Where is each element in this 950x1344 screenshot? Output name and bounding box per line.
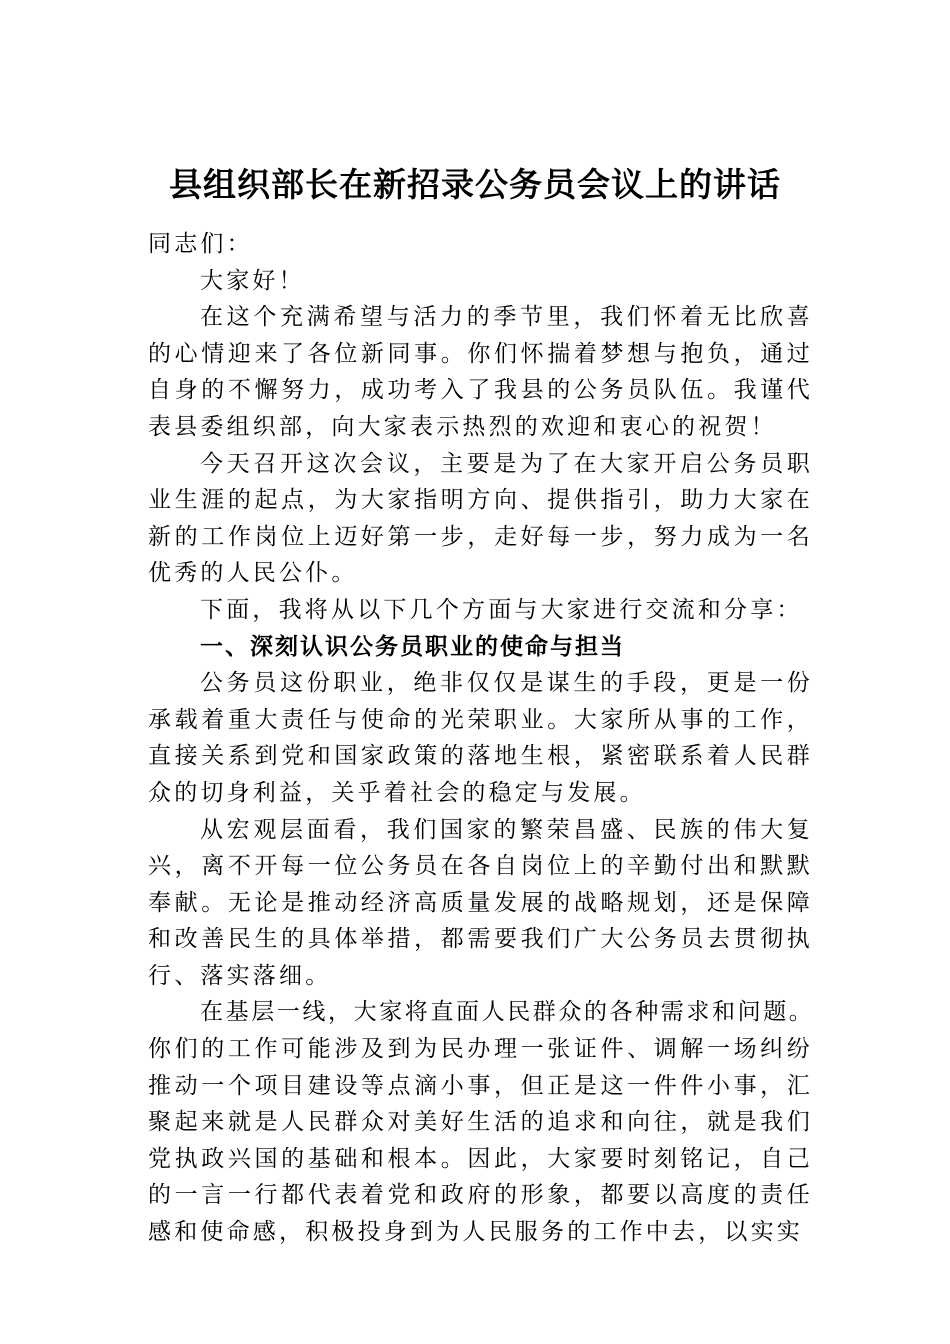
paragraph-welcome: 在这个充满希望与活力的季节里，我们怀着无比欣喜的心情迎来了各位新同事。你们怀揣着梦想与抱负，通过自身的不懈努力，成功考入了我县的公务员队伍。我谨代表县委组织部，向大家表示热烈的欢迎和衷心的祝贺！ — [148, 304, 813, 440]
paragraph-outline: 下面，我将从以下几个方面与大家进行交流和分享： — [200, 596, 803, 623]
paragraph-mission: 公务员这份职业，绝非仅仅是谋生的手段，更是一份承载着重大责任与使命的光荣职业。大家所从事的工作，直接关系到党和国家政策的落地生根，紧密联系着人民群众的切身利益，关乎着社会的稳定与发展。 — [148, 670, 813, 806]
document-title: 县组织部长在新招录公务员会议上的讲话 — [169, 165, 781, 204]
paragraph-grassroots-first-line: 在基层一线，大家将直面人民群众的各种需求和问题。 — [200, 999, 815, 1026]
section-heading-1: 一、深刻认识公务员职业的使命与担当 — [200, 633, 625, 660]
document-body — [148, 226, 813, 1251]
paragraph-greeting: 大家好！ — [200, 267, 305, 294]
paragraph-grassroots-rest: 你们的工作可能涉及到为民办理一张证件、调解一场纠纷推动一个项目建设等点滴小事，但正是这一件件小事，汇聚起来就是人民群众对美好生活的追求和向往，就是我们党执政兴国的基础和根本。因此，大家要时刻铭记，自己的一言一行都代表着党和政府的形象，都要以高度的责任感和使命感，积极投身到为人民服务的工作中去，以实实 — [148, 1036, 813, 1246]
salutation: 同志们： — [148, 231, 253, 257]
paragraph-macro-view: 从宏观层面看，我们国家的繁荣昌盛、民族的伟大复兴，离不开每一位公务员在各自岗位上的辛勤付出和默默奉献。无论是推动经济高质量发展的战略规划，还是保障和改善民生的具体举措，都需要我们广大公务员去贯彻执行、落实落细。 — [148, 816, 813, 989]
paragraph-purpose: 今天召开这次会议，主要是为了在大家开启公务员职业生涯的起点，为大家指明方向、提供指引，助力大家在新的工作岗位上迈好第一步，走好每一步，努力成为一名优秀的人民公仆。 — [148, 450, 813, 587]
